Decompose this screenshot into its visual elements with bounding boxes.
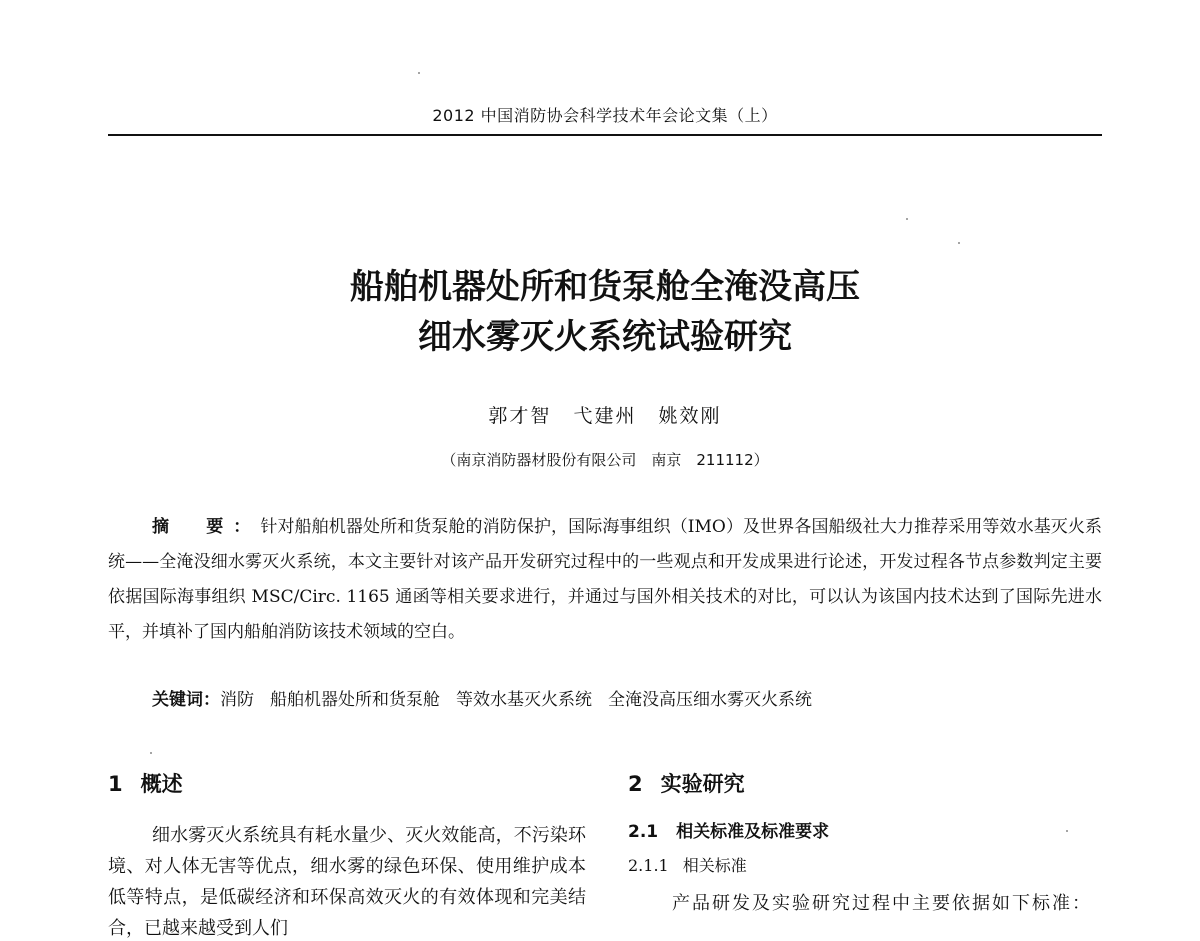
subsubsection-heading	[628, 852, 1102, 880]
section-number: 1	[108, 772, 123, 796]
abstract	[108, 510, 1102, 650]
keywords	[108, 686, 1102, 714]
section-title: 概述	[140, 772, 183, 796]
keywords-label: 关键词：	[152, 690, 220, 710]
running-header: 2012 中国消防协会科学技术年会论文集（上）	[432, 106, 778, 125]
subsubsection-number: 2.1.1	[628, 856, 669, 875]
section-title: 实验研究	[660, 772, 745, 796]
section-number: 2	[628, 772, 643, 796]
section-heading	[628, 768, 1102, 800]
scan-speck	[906, 218, 908, 220]
keyword: 消防	[220, 690, 254, 710]
scan-speck	[150, 752, 152, 754]
body-paragraph: 细水雾灭火系统具有耗水量少、灭火效能高，不污染环境、对人体无害等优点，细水雾的绿色环保、使用维护成本低等特点，是低碳经济和环保高效灭火的有效体现和完美结合，已越来越受到人们	[108, 825, 586, 939]
abstract-text: 针对船舶机器处所和货泵舱的消防保护，国际海事组织（IMO）及世界各国船级社大力推荐采用等效水基灭火系统——全淹没细水雾灭火系统，本文主要针对该产品开发研究过程中的一些观点和开发成果进行论述，开发过程各节点参数判定主要依据国际海事组织 MSC/Circ. 1165 通函等相关要求进行，并通过与国外相关技术的对比，可以认为该国内技术达到了国际先进水平，并填补了国内船舶消防该技术领域的空白。	[108, 517, 1102, 642]
header-rule	[108, 134, 1102, 136]
keyword: 等效水基灭火系统	[456, 690, 592, 710]
abstract-label: 摘 要：	[152, 517, 261, 537]
scan-speck	[418, 72, 420, 74]
authors	[108, 401, 1102, 428]
left-column	[108, 768, 586, 941]
author-name: 弋建州	[573, 405, 637, 427]
subsubsection-title: 相关标准	[682, 856, 747, 875]
scan-speck	[958, 242, 960, 244]
affiliation: （南京消防器材股份有限公司 南京 211112）	[441, 451, 769, 469]
subsection-heading	[628, 818, 1102, 846]
author-name: 姚效刚	[658, 405, 722, 427]
scan-speck	[1066, 830, 1068, 832]
paper-title	[108, 262, 1102, 362]
keyword: 全淹没高压细水雾灭火系统	[608, 690, 812, 710]
author-name: 郭才智	[488, 405, 552, 427]
title-line-1: 船舶机器处所和货泵舱全淹没高压	[350, 267, 860, 307]
keyword: 船舶机器处所和货泵舱	[270, 690, 440, 710]
body-paragraph: 产品研发及实验研究过程中主要依据如下标准：	[672, 893, 1092, 914]
subsection-title: 相关标准及标准要求	[676, 822, 830, 842]
right-column	[628, 768, 1102, 922]
title-line-2: 细水雾灭火系统试验研究	[418, 317, 792, 357]
section-heading	[108, 768, 586, 800]
subsection-number: 2.1	[628, 822, 659, 842]
